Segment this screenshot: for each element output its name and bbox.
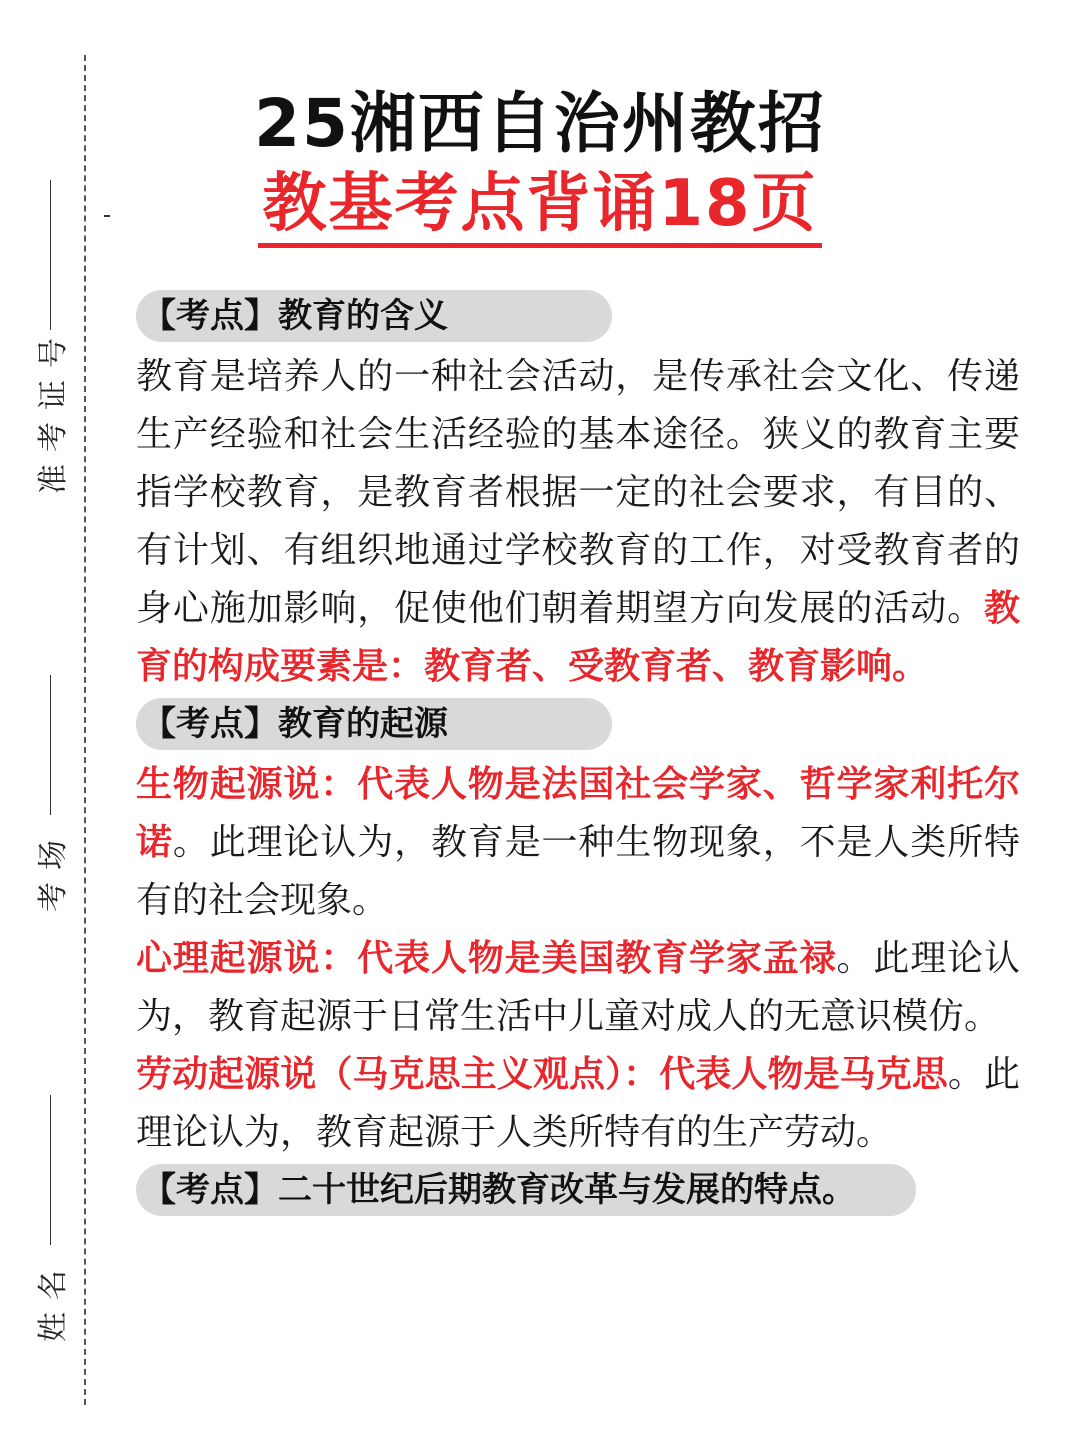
page-subtitle-text: 教基考点背诵18页 (262, 167, 818, 241)
section-heading-reform: 【考点】二十世纪后期教育改革与发展的特点。 (136, 1164, 916, 1216)
page-subtitle (258, 165, 821, 248)
section-heading-meaning: 【考点】教育的含义 (136, 290, 612, 342)
name-label: 姓名 (36, 1258, 71, 1342)
bio-origin-key: 生物起源说：代表人物是法国社会学家、哲学家利托尔诺 (136, 764, 1020, 863)
exam-id-label: 准考证号 (36, 326, 71, 494)
dashed-cut-line (84, 55, 86, 1405)
bio-origin-paragraph (136, 756, 1020, 930)
exam-id-underline (50, 180, 51, 330)
page-title: 25湘西自治州教招 (254, 85, 826, 162)
meaning-paragraph (136, 348, 1020, 696)
page-subtitle-wrap (140, 165, 940, 248)
labor-origin-paragraph (136, 1046, 1020, 1162)
exam-room-label: 考场 (36, 828, 71, 912)
meaning-key-point: 教育的构成要素是：教育者、受教育者、教育影响。 (136, 588, 1020, 687)
content-body (136, 288, 1020, 1222)
section-heading-origin: 【考点】教育的起源 (136, 698, 612, 750)
exam-room-field (20, 675, 80, 925)
margin-tick-mark (104, 215, 110, 217)
psy-origin-paragraph (136, 930, 1020, 1046)
labor-origin-key: 劳动起源说（马克思主义观点）：代表人物是马克思 (136, 1054, 948, 1095)
meaning-text: 教育是培养人的一种社会活动，是传承社会文化、传递生产经验和社会生活经验的基本途径。狭义的教育主要指学校教育，是教育者根据一定的社会要求，有目的、有计划、有组织地通过学校教育的工作，对受教育者的身心施加影响，促使他们朝着期望方向发展的活动。 (136, 356, 1020, 629)
name-underline (50, 1095, 51, 1245)
bio-origin-text: 。此理论认为，教育是一种生物现象，不是人类所特有的社会现象。 (136, 822, 1020, 921)
exam-id-field (20, 180, 80, 494)
exam-room-underline (50, 675, 51, 815)
labor-origin-text: 。此理论认为，教育起源于人类所特有的生产劳动。 (136, 1054, 1020, 1153)
name-field (20, 1095, 80, 1355)
psy-origin-text: 。此理论认为，教育起源于日常生活中儿童对成人的无意识模仿。 (136, 938, 1020, 1037)
psy-origin-key: 心理起源说：代表人物是美国教育学家孟禄 (136, 938, 837, 979)
